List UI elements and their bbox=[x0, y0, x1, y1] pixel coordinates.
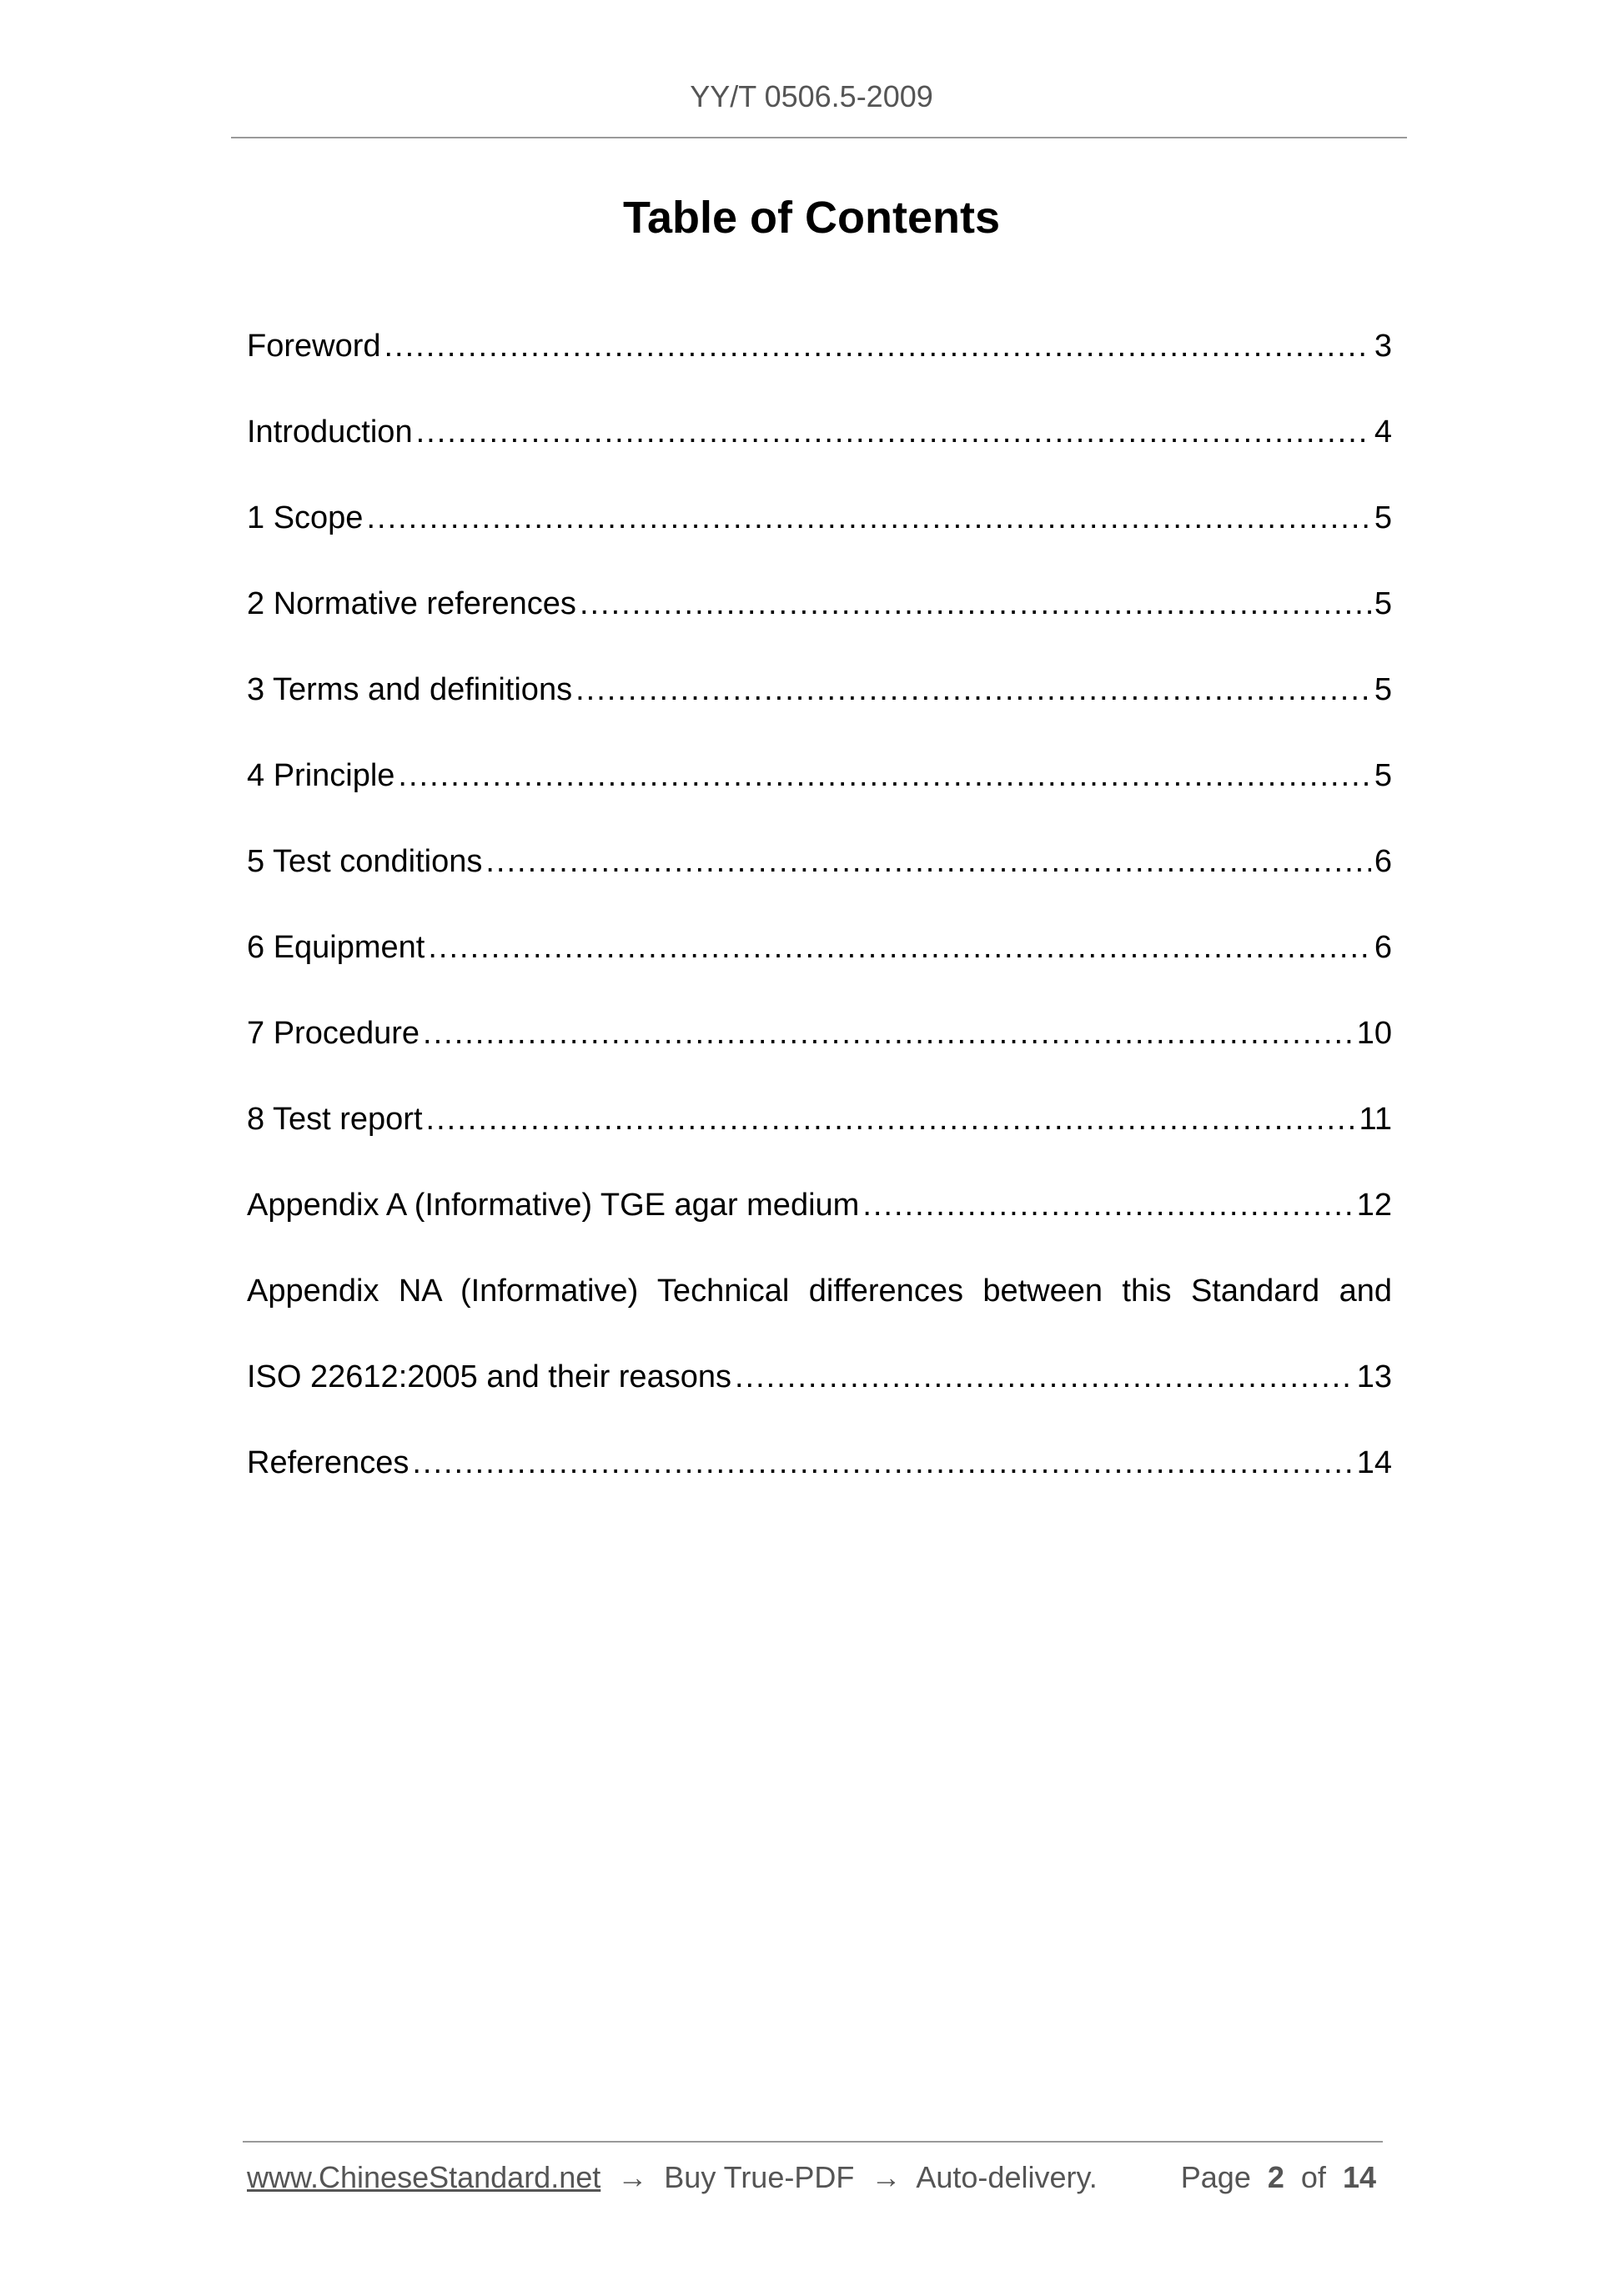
toc-dot-leader bbox=[366, 489, 1370, 547]
toc-entry-label: Appendix A (Informative) TGE agar medium bbox=[247, 1188, 860, 1223]
toc-entry-introduction[interactable] bbox=[247, 403, 1392, 489]
toc-entry-label: 6 Equipment bbox=[247, 930, 425, 965]
toc-entry-label-line1: Appendix NA (Informative) Technical differences between this Standard and bbox=[247, 1274, 1392, 1309]
toc-entry-label: Foreword bbox=[247, 329, 381, 364]
toc-entry-equipment[interactable] bbox=[247, 918, 1392, 1004]
toc-entry-label: 1 Scope bbox=[247, 500, 364, 535]
toc-entry-test-report[interactable] bbox=[247, 1090, 1392, 1176]
toc-entry-label-line2: ISO 22612:2005 and their reasons bbox=[247, 1359, 731, 1394]
toc-entry-page: 5 bbox=[1374, 586, 1392, 621]
page-of-word: of bbox=[1300, 2160, 1326, 2194]
toc-entry-page: 5 bbox=[1374, 672, 1392, 707]
toc-dot-leader bbox=[423, 1004, 1354, 1063]
toc-entry-label: 4 Principle bbox=[247, 758, 395, 793]
auto-delivery-text: Auto-delivery. bbox=[916, 2160, 1098, 2194]
toc-entry-procedure[interactable] bbox=[247, 1004, 1392, 1090]
toc-entry-label: 7 Procedure bbox=[247, 1016, 420, 1051]
page-title: Table of Contents bbox=[623, 193, 1000, 243]
toc-entry-label: 2 Normative references bbox=[247, 586, 576, 621]
toc-entry-page: 5 bbox=[1374, 758, 1392, 793]
toc-dot-leader bbox=[426, 1090, 1356, 1148]
toc-entry-scope[interactable] bbox=[247, 489, 1392, 575]
toc-entry-terms-and-definitions[interactable] bbox=[247, 661, 1392, 746]
toc-entry-appendix-na[interactable] bbox=[247, 1262, 1392, 1348]
toc-dot-leader bbox=[580, 575, 1371, 633]
toc-entry-principle[interactable] bbox=[247, 746, 1392, 832]
toc-entry-label: 5 Test conditions bbox=[247, 844, 483, 879]
toc-entry-page: 10 bbox=[1356, 1016, 1392, 1051]
total-pages: 14 bbox=[1342, 2160, 1376, 2194]
toc-dot-leader bbox=[412, 1434, 1353, 1492]
toc-entry-foreword[interactable] bbox=[247, 317, 1392, 403]
page-number bbox=[1181, 2160, 1376, 2195]
toc-entry-references[interactable] bbox=[247, 1434, 1392, 1520]
toc-entry-page: 3 bbox=[1374, 329, 1392, 364]
document-code: YY/T 0506.5-2009 bbox=[690, 79, 933, 113]
current-page: 2 bbox=[1267, 2160, 1284, 2194]
toc-entry-label: References bbox=[247, 1445, 410, 1480]
page-footer bbox=[247, 2160, 1383, 2195]
page-word: Page bbox=[1180, 2160, 1251, 2194]
toc-dot-leader bbox=[384, 317, 1371, 375]
toc-entry-page: 5 bbox=[1374, 500, 1392, 535]
toc-entry-label: 3 Terms and definitions bbox=[247, 672, 573, 707]
toc-entry-page: 6 bbox=[1374, 930, 1392, 965]
arrow-right-icon: → bbox=[871, 2160, 902, 2194]
toc-dot-leader bbox=[862, 1176, 1353, 1234]
toc-dot-leader bbox=[485, 832, 1370, 891]
arrow-right-icon: → bbox=[617, 2160, 648, 2194]
toc-dot-leader bbox=[398, 746, 1370, 805]
toc-entry-label: Introduction bbox=[247, 414, 413, 450]
toc-dot-leader bbox=[416, 403, 1371, 461]
footer-promo bbox=[247, 2160, 1098, 2195]
toc-dot-leader bbox=[575, 661, 1371, 719]
toc-dot-leader bbox=[428, 918, 1370, 977]
toc-entry-appendix-na-continued[interactable] bbox=[247, 1348, 1392, 1434]
toc-entry-normative-references[interactable] bbox=[247, 575, 1392, 661]
table-of-contents bbox=[247, 317, 1392, 1520]
toc-entry-page: 14 bbox=[1356, 1445, 1392, 1480]
toc-entry-page: 13 bbox=[1356, 1359, 1392, 1394]
website-link[interactable]: www.ChineseStandard.net bbox=[247, 2160, 601, 2194]
header-divider bbox=[231, 137, 1407, 138]
footer-divider bbox=[243, 2141, 1383, 2143]
toc-entry-appendix-a[interactable] bbox=[247, 1176, 1392, 1262]
toc-entry-page: 6 bbox=[1374, 844, 1392, 879]
toc-entry-test-conditions[interactable] bbox=[247, 832, 1392, 918]
buy-true-pdf-text: Buy True-PDF bbox=[664, 2160, 855, 2194]
toc-entry-page: 12 bbox=[1356, 1188, 1392, 1223]
toc-dot-leader bbox=[735, 1348, 1354, 1406]
toc-entry-page: 4 bbox=[1374, 414, 1392, 450]
toc-entry-label: 8 Test report bbox=[247, 1102, 423, 1137]
toc-entry-page: 11 bbox=[1359, 1102, 1392, 1137]
